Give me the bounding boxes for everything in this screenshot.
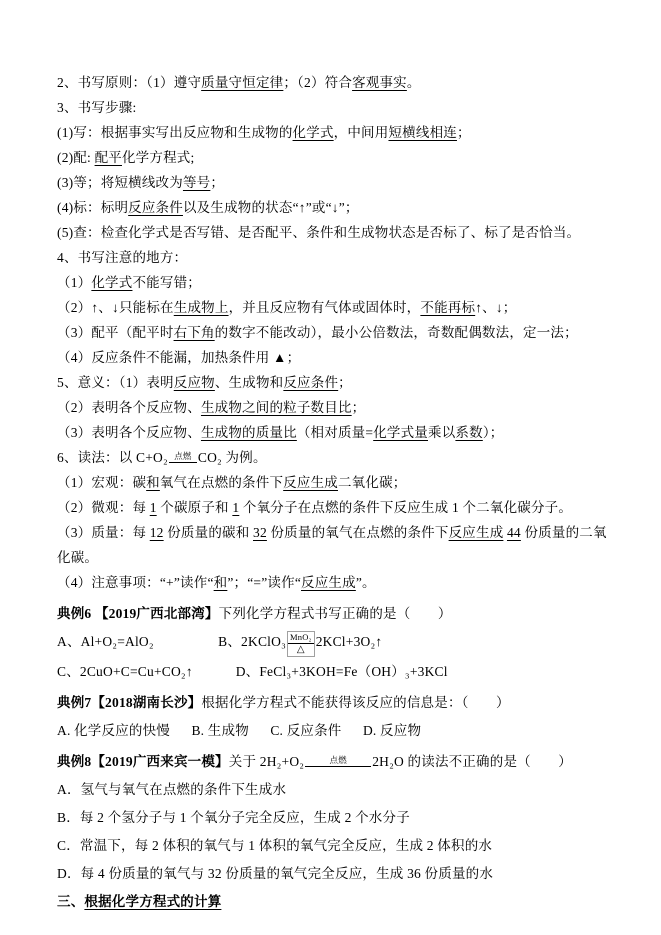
line-example-8-title	[57, 749, 617, 774]
text-segment: 三、	[57, 893, 85, 909]
line-reading-macro	[57, 470, 617, 495]
reaction-condition	[287, 631, 315, 657]
text-segment: ）；	[482, 425, 504, 440]
text-segment: 典例8	[57, 753, 92, 769]
line-step-2-balance	[57, 145, 617, 170]
reaction-condition-text: 点燃	[169, 451, 197, 463]
text-segment: （2）微观：每	[57, 500, 150, 515]
text-segment: ，中间用	[333, 125, 389, 140]
line-attention-1	[57, 270, 617, 295]
line-attention-4	[57, 345, 617, 370]
text-segment: 关于 2H₂+O₂	[228, 753, 305, 769]
text-segment: 5、意义：（1）表明	[57, 375, 174, 390]
text-segment: 2H₂O 的读法不正确的是（ ）	[372, 753, 572, 769]
text-segment: D、FeCl₃+3KOH=Fe（OH）₃+3KCl	[235, 663, 448, 679]
line-example-8-option-a	[57, 777, 617, 802]
line-example-8-option-c	[57, 833, 617, 858]
line-reading-title	[57, 445, 617, 470]
text-segment: 化学式量	[373, 425, 428, 440]
text-segment: （4）注意事项：“+”读作“	[57, 575, 214, 590]
line-example-6-options-cd	[57, 659, 617, 684]
text-segment: D．每 4 份质量的氧气与 32 份质量的氧气完全反应，生成 36 份质量的水	[57, 865, 494, 881]
text-segment: 短横线相连	[388, 125, 457, 140]
line-step-1-write	[57, 120, 617, 145]
text-segment: （3）表明各个反应物、	[57, 425, 201, 440]
text-segment: 生成物的质量比	[200, 425, 297, 440]
line-reading-mass	[57, 520, 617, 570]
text-segment: 份质量的碳和	[163, 525, 253, 540]
text-segment: 典例6	[57, 606, 95, 621]
text-segment: （3）配平（配平时	[57, 325, 174, 340]
text-segment: 44	[506, 525, 521, 540]
text-segment: 。	[406, 75, 421, 90]
text-segment: (4)标：标明	[57, 200, 129, 215]
line-writing-steps-title	[57, 95, 617, 120]
line-example-7-options	[57, 718, 617, 743]
text-segment: 下列化学方程式书写正确的是（ ）	[218, 606, 452, 621]
text-segment	[154, 634, 218, 649]
line-section-3-title	[57, 889, 617, 914]
text-segment: 典例7	[57, 694, 92, 710]
text-segment: 1	[149, 500, 157, 515]
text-segment: 生成物上	[173, 300, 229, 315]
text-segment: 氧气在点燃的条件下	[159, 475, 284, 490]
text-segment: (3)等；将短横线改为	[57, 175, 183, 190]
text-segment: 反应生成	[283, 475, 338, 490]
line-example-6-title	[57, 601, 617, 626]
text-segment: 【2019广西来宾一模】	[91, 753, 229, 769]
text-segment: B、2KClO₃	[218, 634, 286, 649]
text-segment: （2）表明各个反应物、	[57, 400, 201, 415]
reaction-condition-text: MnO₂	[289, 631, 312, 642]
text-segment: 和	[213, 575, 228, 590]
text-segment: 二氧化碳；	[337, 475, 407, 490]
text-segment: 乘以	[428, 425, 456, 440]
text-segment: (1)写：根据事实写出反应物和生成物的	[57, 125, 293, 140]
text-segment: （1）宏观：碳	[57, 475, 147, 490]
text-segment: 反应条件	[283, 375, 339, 390]
text-segment: C．常温下，每 2 体积的氧气与 1 体积的氧气完全反应，生成 2 体积的水	[57, 837, 493, 853]
line-meaning-title-and-1	[57, 370, 617, 395]
text-segment: 化学方程式;	[121, 150, 195, 165]
line-meaning-3	[57, 420, 617, 445]
text-segment: A．氢气与氧气在点燃的条件下生成水	[57, 781, 287, 797]
text-segment: 6、读法：以 C+O₂	[57, 450, 168, 465]
line-step-4-mark	[57, 195, 617, 220]
text-segment: 不能再标	[420, 300, 476, 315]
text-segment: A、Al+O₂=AlO₂	[57, 634, 154, 649]
text-segment: 根据化学方程式的计算	[84, 893, 222, 909]
text-segment: 1	[232, 500, 240, 515]
text-segment: 生成物之间的粒子数目比	[200, 400, 352, 415]
text-segment: （3）质量：每	[57, 525, 150, 540]
line-step-5-check	[57, 220, 617, 245]
text-segment: 反应物	[173, 375, 215, 390]
text-segment: 反应条件	[128, 200, 183, 215]
line-meaning-2	[57, 395, 617, 420]
text-segment: 化学式	[292, 125, 334, 140]
line-example-6-options-ab	[57, 629, 617, 656]
line-attention-3	[57, 320, 617, 345]
text-segment: 份质量的氧气在点燃的条件下	[266, 525, 449, 540]
reaction-condition	[169, 451, 197, 463]
text-segment: C、2CuO+C=Cu+CO₂↑	[57, 663, 193, 679]
text-segment: 2、书写原则：（1）遵守	[57, 75, 202, 90]
text-segment: 3、书写步骤:	[57, 100, 137, 115]
document-body	[57, 70, 617, 914]
line-example-8-option-d	[57, 861, 617, 886]
text-segment: ，并且反应物有气体或固体时，	[228, 300, 421, 315]
text-segment: 不能写错；	[132, 275, 201, 290]
text-segment: ；	[456, 125, 471, 140]
text-segment: ；（2）符合	[283, 75, 353, 90]
text-segment: 【2018湖南长沙】	[91, 694, 202, 710]
text-segment: 【2019广西北部湾】	[94, 606, 219, 621]
text-segment: 个碳原子和	[156, 500, 233, 515]
text-segment: 配平	[94, 150, 122, 165]
text-segment: 32	[253, 525, 267, 540]
text-segment: ”。	[355, 575, 376, 590]
line-example-7-title	[57, 690, 617, 715]
line-attention-title	[57, 245, 617, 270]
text-segment: （相对质量=	[296, 425, 374, 440]
text-segment: 反应生成	[301, 575, 356, 590]
line-attention-2	[57, 295, 617, 320]
text-segment: 反应生成	[448, 525, 504, 540]
text-segment: 客观事实	[352, 75, 407, 90]
text-segment: ；	[210, 175, 225, 190]
text-segment: 系数	[455, 425, 483, 440]
text-segment: ；	[338, 375, 352, 390]
text-segment: 以及生成物的状态“↑”或“↓”；	[182, 200, 359, 215]
reaction-condition-heat: △	[296, 643, 305, 655]
text-segment: 个氧分子在点燃的条件下反应生成 1 个二氧化碳分子。	[239, 500, 573, 515]
text-segment: 化学式	[91, 275, 133, 290]
line-writing-principles	[57, 70, 617, 95]
text-segment: 份质量的二氧化碳。	[57, 525, 607, 565]
text-segment: （2）↑、↓只能标在	[57, 300, 174, 315]
text-segment: （4）反应条件不能漏，加热条件用 ▲；	[57, 350, 301, 365]
text-segment: 和	[146, 475, 160, 490]
line-reading-micro	[57, 495, 617, 520]
text-segment: （1）	[57, 275, 92, 290]
text-segment: 12	[149, 525, 164, 540]
text-segment: 根据化学方程式不能获得该反应的信息是：（ ）	[201, 694, 510, 710]
text-segment: 右下角	[173, 325, 215, 340]
line-example-8-option-b	[57, 805, 617, 830]
text-segment: (5)查：检查化学式是否写错、是否配平、条件和生成物状态是否标了、标了是否恰当。	[57, 225, 581, 240]
text-segment	[193, 664, 236, 679]
text-segment: A. 化学反应的快慢 B. 生成物 C. 反应条件 D. 反应物	[57, 722, 422, 738]
text-segment: 2KCl+3O₂↑	[315, 634, 383, 649]
text-segment: B．每 2 个氢分子与 1 个氧分子完全反应，生成 2 个水分子	[57, 809, 410, 825]
text-segment: 的数字不能改动），最小公倍数法，奇数配偶数法，定一法；	[214, 325, 578, 340]
text-segment: 等号	[182, 175, 211, 190]
line-reading-notes	[57, 570, 617, 595]
line-step-3-equals	[57, 170, 617, 195]
text-segment: ；	[351, 400, 366, 415]
text-segment: ”；“=”读作“	[227, 575, 302, 590]
reaction-condition-text: 点燃	[305, 755, 371, 767]
reaction-condition	[305, 755, 371, 767]
text-segment: (2)配:	[57, 150, 95, 165]
text-segment: 质量守恒定律	[201, 75, 284, 90]
text-segment: ↑、↓；	[475, 300, 517, 315]
text-segment: CO₂ 为例。	[197, 450, 267, 465]
text-segment: 、生成物和	[214, 375, 284, 390]
text-segment: 4、书写注意的地方：	[57, 250, 188, 265]
